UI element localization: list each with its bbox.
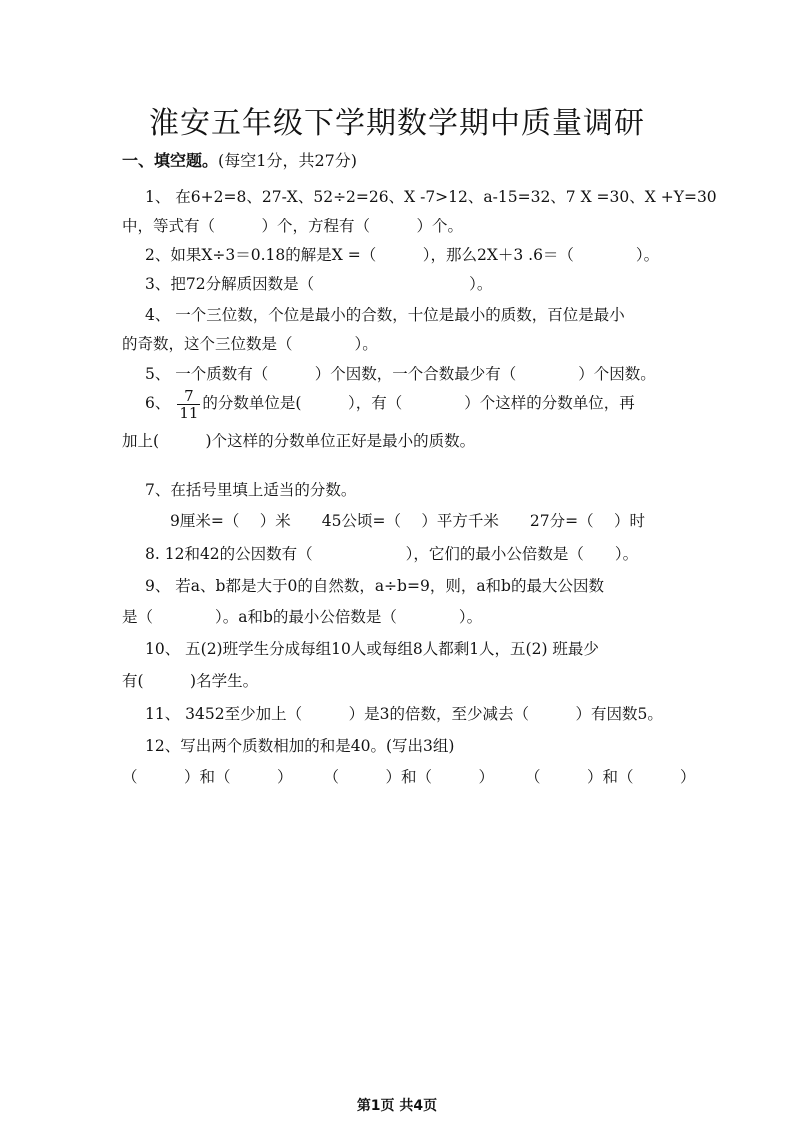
question-12: 12、写出两个质数相加的和是40。(写出3组) (145, 737, 455, 755)
question-6-line-1 (145, 384, 635, 422)
question-1-line-2: 中，等式有（ ）个，方程有（ ）个。 (122, 217, 464, 235)
question-4-line-2: 的奇数，这个三位数是（ ）。 (122, 335, 378, 353)
section-head-label: 一、填空题。 (122, 151, 219, 170)
fraction-denominator: 11 (179, 403, 199, 422)
question-7: 7、在括号里填上适当的分数。 (145, 481, 357, 499)
question-10-line-2: 有( )名学生。 (122, 672, 259, 690)
fraction-numerator: 7 (177, 388, 200, 405)
question-7-blanks: 9厘米=（ ）米 45公顷=（ ）平方千米 27分=（ ）时 (170, 512, 646, 530)
question-11: 11、 3452至少加上（ ）是3的倍数，至少减去（ ）有因数5。 (145, 705, 663, 723)
question-3: 3、把72分解质因数是（ ）。 (145, 275, 493, 293)
question-8: 8. 12和42的公因数有（ ），它们的最小公倍数是（ ）。 (145, 545, 639, 563)
page-footer: 第1页 共4页 (356, 1098, 438, 1114)
question-2: 2、如果X÷3＝0.18的解是X =（ ），那么2X＋3 .6＝（ ）。 (145, 246, 660, 264)
question-4-line-1: 4、 一个三位数，个位是最小的合数，十位是最小的质数，百位是最小 (145, 306, 625, 324)
page-title: 淮安五年级下学期数学期中质量调研 (149, 106, 645, 141)
question-12-blanks: （ ）和（ ） （ ）和（ ） （ ）和（ ） (122, 768, 696, 786)
question-5: 5、 一个质数有（ ）个因数，一个合数最少有（ ）个因数。 (145, 365, 656, 383)
question-6-text: 的分数单位是( ），有（ ）个这样的分数单位，再 (202, 394, 635, 412)
question-10-line-1: 10、 五(2)班学生分成每组10人或每组8人都剩1人，五(2) 班最少 (145, 640, 599, 658)
section-note: (每空1分，共27分) (218, 151, 358, 170)
question-6-line-2: 加上( )个这样的分数单位正好是最小的质数。 (122, 432, 476, 450)
question-6-number: 6、 (145, 394, 171, 412)
fraction-7-11 (177, 388, 200, 421)
section-heading (122, 148, 357, 171)
question-9-line-1: 9、 若a、b都是大于0的自然数，a÷b=9，则，a和b的最大公因数 (145, 577, 604, 595)
question-9-line-2: 是（ ）。a和b的最小公倍数是（ ）。 (122, 608, 483, 626)
question-1-line-1: 1、 在6+2=8、27-X、52÷2=26、X -7>12、a-15=32、7 X =30、X +Y=30 (145, 188, 717, 206)
